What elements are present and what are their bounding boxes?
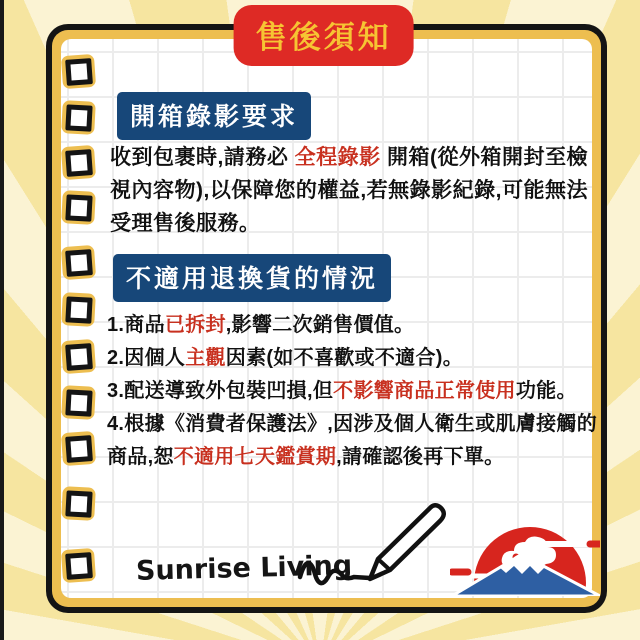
body-segment: 收到包裹時,請務必 — [110, 146, 295, 169]
item-segment: 2.因個人 — [107, 347, 186, 369]
item-segment: 功能。 — [515, 380, 577, 402]
checkbox-icon — [61, 100, 96, 135]
item-segment-highlight: 已拆封 — [164, 314, 226, 336]
list-item — [107, 309, 603, 342]
brand-signature: Sunrise Living — [135, 550, 353, 587]
list-item — [107, 342, 603, 375]
no-return-list — [107, 309, 603, 474]
checkbox-icon — [61, 385, 96, 420]
checkbox-icon — [61, 339, 96, 374]
unboxing-body-text — [110, 141, 592, 240]
pen-icon — [292, 497, 454, 589]
checkbox-icon — [61, 548, 96, 583]
checkbox-icon — [61, 190, 96, 225]
checkbox-icon — [61, 54, 96, 89]
item-segment: 1.商品 — [107, 314, 165, 336]
checkbox-icon — [61, 431, 96, 466]
item-segment: ,請確認後再下單。 — [336, 446, 505, 468]
item-segment-highlight: 不影響商品正常使用 — [333, 380, 516, 402]
body-segment-highlight: 全程錄影 — [294, 146, 381, 169]
body-segment: 開箱(從外箱開封至檢視內容物),以保障您的權益,若無錄影紀錄,可能無法受理售後服務。 — [110, 146, 588, 235]
banner-title — [234, 5, 414, 66]
item-segment-highlight: 主觀 — [185, 347, 226, 369]
item-segment-highlight: 不適用七天鑑賞期 — [173, 446, 337, 468]
sunrise-fuji-logo — [450, 500, 600, 596]
photo-edge-artifact — [0, 0, 4, 640]
item-segment: 因素(如不喜歡或不適合)。 — [225, 347, 464, 369]
checkbox-icon — [61, 145, 96, 180]
item-segment: ,影響二次銷售價值。 — [225, 314, 415, 336]
list-item — [107, 375, 603, 408]
checkbox-icon — [61, 292, 96, 327]
banner-title-text: 售後須知 — [255, 20, 392, 55]
item-segment: 3.配送導致外包裝凹損,但 — [107, 380, 334, 402]
section-header-unboxing: 開箱錄影要求 — [117, 92, 311, 140]
item-segment: 4.根據《消費者保護法》,因涉及個人衛生或肌膚接觸的商品,恕 — [107, 413, 598, 468]
section-header-no-return: 不適用退換貨的情況 — [113, 254, 391, 302]
checkbox-icon — [61, 486, 96, 521]
checkbox-icon — [61, 245, 96, 280]
list-item — [107, 408, 603, 474]
